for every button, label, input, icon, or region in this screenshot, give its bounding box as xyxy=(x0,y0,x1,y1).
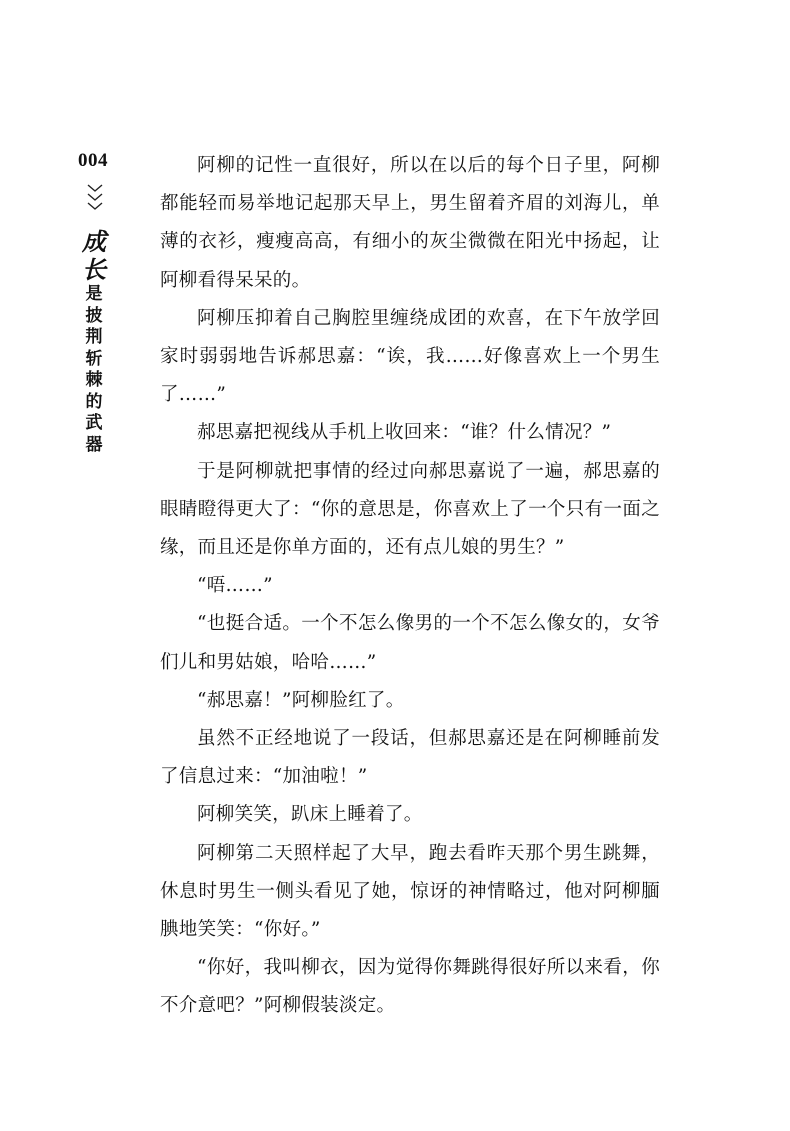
running-title-char: 武 xyxy=(85,413,103,433)
body-text xyxy=(160,147,660,1026)
paragraph: “你好，我叫柳衣，因为觉得你舞跳得很好所以来看，你不介意吧？”阿柳假装淡定。 xyxy=(160,957,660,1017)
paragraph: “也挺合适。一个不怎么像男的一个不怎么像女的，女爷们儿和男姑娘，哈哈……” xyxy=(160,613,660,673)
running-title-char: 器 xyxy=(85,434,103,455)
paragraph: 阿柳的记性一直很好，所以在以后的每个日子里，阿柳都能轻而易举地记起那天早上，男生留着齐眉的刘海儿，单薄的衣衫，瘦瘦高高，有细小的灰尘微微在阳光中扬起，让阿柳看得呆呆的。 xyxy=(160,155,660,291)
paragraph: 阿柳压抑着自己胸腔里缠绕成团的欢喜，在下午放学回家时弱弱地告诉郝思嘉：“诶，我……好像喜欢上一个男生了……” xyxy=(160,307,660,406)
paragraph: “唔……” xyxy=(197,575,273,597)
running-title xyxy=(80,228,108,456)
running-title-char: 成 xyxy=(82,227,106,256)
running-title-char: 长 xyxy=(82,255,106,284)
paragraph: 虽然不正经地说了一段话，但郝思嘉还是在阿柳睡前发了信息过来：“加油啦！” xyxy=(160,728,660,788)
paragraph: “郝思嘉！”阿柳脸红了。 xyxy=(197,689,405,711)
triple-chevron-down-icon xyxy=(84,182,106,216)
running-title-char: 棘 xyxy=(85,370,103,390)
paragraph: 郝思嘉把视线从手机上收回来：“谁？什么情况？” xyxy=(197,422,612,444)
running-title-char: 荆 xyxy=(85,327,103,347)
paragraph: 于是阿柳就把事情的经过向郝思嘉说了一遍，郝思嘉的眼睛瞪得更大了：“你的意思是，你喜欢上了一个只有一面之缘，而且还是你单方面的，还有点儿娘的男生？” xyxy=(160,460,660,559)
running-title-char: 披 xyxy=(85,305,103,326)
running-title-char: 的 xyxy=(85,391,103,412)
page-number: 004 xyxy=(78,150,108,171)
running-title-char: 斩 xyxy=(85,348,103,369)
paragraph: 阿柳第二天照样起了大早，跑去看昨天那个男生跳舞，休息时男生一侧头看见了她，惊讶的神情略过，他对阿柳腼腆地笑笑：“你好。” xyxy=(160,842,660,941)
running-title-char: 是 xyxy=(85,284,103,304)
paragraph: 阿柳笑笑，趴床上睡着了。 xyxy=(197,804,423,826)
